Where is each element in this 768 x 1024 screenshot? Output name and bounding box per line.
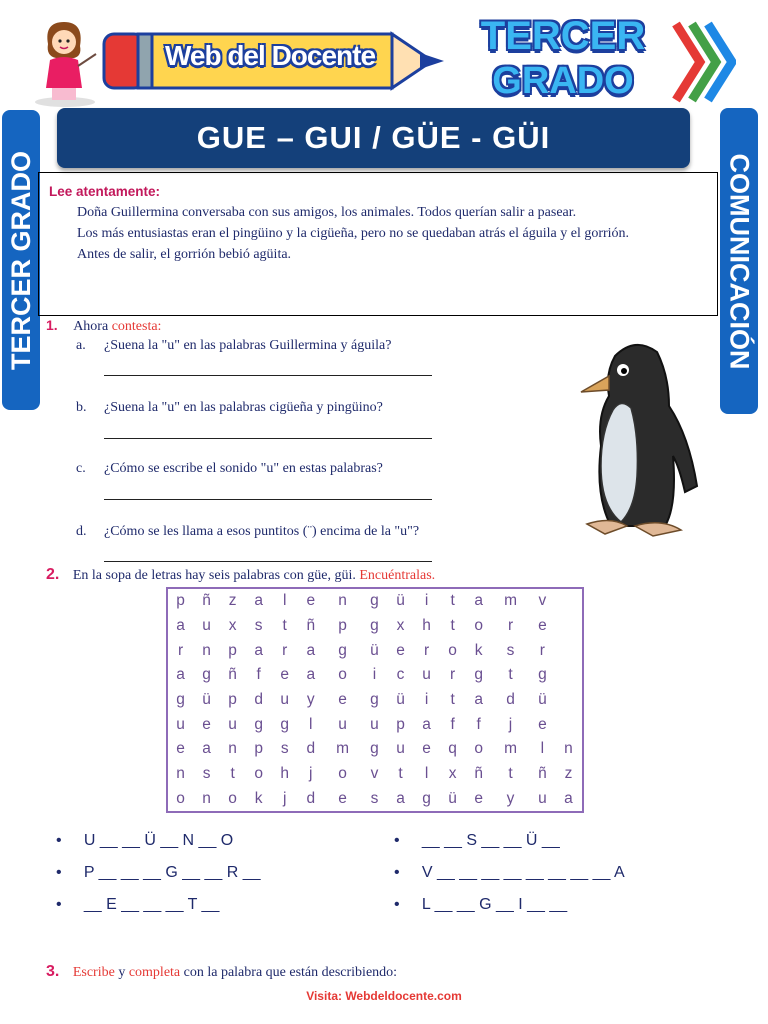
word-search-letter[interactable]: m: [504, 740, 518, 758]
word-search-letter[interactable]: t: [230, 764, 236, 782]
question-3: [46, 963, 397, 981]
word-search-letter[interactable]: s: [254, 616, 264, 634]
word-search-letter[interactable]: d: [254, 690, 264, 708]
grado-line-2: GRADO: [492, 60, 634, 102]
word-search-letter[interactable]: r: [282, 641, 289, 659]
word-search-letter[interactable]: c: [396, 666, 406, 684]
answer-line[interactable]: [104, 560, 432, 562]
question-number: 3.: [46, 963, 60, 980]
word-search-letter[interactable]: d: [306, 740, 317, 758]
logo-text: Web del Docente: [164, 40, 376, 71]
word-search-letter[interactable]: ü: [448, 789, 458, 807]
item-letter: a.: [76, 338, 86, 353]
word-search-letter[interactable]: v: [370, 764, 380, 782]
word-search-letter[interactable]: k: [474, 641, 484, 659]
word-search-letter[interactable]: ñ: [474, 764, 484, 782]
word-search-letter[interactable]: i: [424, 592, 430, 610]
word-search-letter[interactable]: n: [176, 764, 186, 782]
word-search-letter[interactable]: r: [539, 641, 546, 659]
word-search-letter[interactable]: q: [448, 740, 458, 758]
reading-paragraph: Doña Guillermina conversaba con sus amigos, los animales. Todos querían salir a pasear.: [77, 205, 577, 220]
word-search-letter[interactable]: g: [370, 592, 380, 610]
word-search-letter[interactable]: t: [450, 690, 456, 708]
word-search-letter[interactable]: f: [476, 715, 482, 733]
word-search-row: [168, 589, 582, 614]
answer-line[interactable]: [104, 437, 432, 439]
word-search-letter[interactable]: e: [474, 789, 484, 807]
answer-line[interactable]: [104, 374, 432, 376]
word-search-letter[interactable]: t: [450, 616, 456, 634]
word-search-letter[interactable]: n: [338, 592, 348, 610]
right-band-comunicacion: COMUNICACIÓN: [720, 108, 758, 414]
word-search-letter[interactable]: ü: [538, 690, 548, 708]
question-highlight: Encuéntralas.: [359, 568, 436, 583]
word-search-letter[interactable]: j: [508, 715, 514, 733]
blank-word[interactable]: • __ __ S __ __ Ü __: [394, 832, 560, 849]
item-text: ¿Cómo se les llama a esos puntitos (¨) encima de la "u"?: [104, 524, 420, 539]
blank-word[interactable]: • V __ __ __ __ __ __ __ __ A: [394, 864, 625, 881]
word-search-letter[interactable]: p: [254, 740, 264, 758]
word-search-letter[interactable]: f: [256, 666, 262, 684]
word-search-letter[interactable]: u: [280, 690, 291, 708]
word-search-letter[interactable]: a: [254, 641, 264, 659]
word-search-letter[interactable]: x: [396, 616, 406, 634]
word-search-letter[interactable]: e: [538, 616, 548, 634]
word-search-letter[interactable]: u: [396, 740, 406, 758]
word-search-row: [168, 762, 582, 787]
word-search-letter[interactable]: y: [506, 789, 516, 807]
question-1: [46, 317, 161, 335]
reading-paragraph: Antes de salir, el gorrión bebió agüita.: [77, 247, 292, 262]
blank-word[interactable]: • U __ __ Ü __ N __ O: [56, 832, 234, 849]
word-search-letter[interactable]: e: [338, 789, 348, 807]
item-letter: c.: [76, 461, 86, 476]
word-search-letter[interactable]: u: [176, 715, 186, 733]
word-search-letter[interactable]: u: [422, 666, 432, 684]
word-search-letter[interactable]: ü: [370, 641, 380, 659]
word-search-letter[interactable]: i: [372, 666, 378, 684]
word-search-letter[interactable]: n: [564, 740, 574, 758]
question-2: [46, 566, 435, 584]
word-search-letter[interactable]: f: [450, 715, 456, 733]
word-search-letter[interactable]: t: [398, 764, 404, 782]
word-search-letter[interactable]: z: [564, 764, 574, 782]
word-search-letter[interactable]: a: [254, 592, 264, 610]
question-number: 2.: [46, 566, 60, 583]
word-search-letter[interactable]: ü: [396, 592, 406, 610]
penguin-illustration: [565, 336, 705, 542]
item-text: ¿Suena la "u" en las palabras Guillermina y águila?: [104, 338, 392, 353]
word-search-letter[interactable]: e: [396, 641, 406, 659]
word-search-letter[interactable]: g: [538, 666, 548, 684]
word-search-row: [168, 614, 582, 639]
word-search-letter[interactable]: l: [540, 740, 546, 758]
word-search-letter[interactable]: o: [254, 764, 264, 782]
word-search-letter[interactable]: p: [228, 641, 238, 659]
word-search-letter[interactable]: a: [306, 641, 317, 659]
word-search-letter[interactable]: a: [422, 715, 432, 733]
word-search-letter[interactable]: ñ: [538, 764, 548, 782]
word-search-letter[interactable]: p: [338, 616, 348, 634]
word-search-letter[interactable]: r: [507, 616, 515, 634]
left-band-tercer-grado: TERCER GRADO: [2, 110, 40, 410]
word-search-grid: [166, 587, 584, 813]
word-search-letter[interactable]: u: [228, 715, 238, 733]
word-search-letter[interactable]: g: [370, 690, 380, 708]
word-search-letter[interactable]: a: [564, 789, 574, 807]
word-search-letter[interactable]: o: [474, 740, 484, 758]
word-search-letter[interactable]: o: [474, 616, 484, 634]
word-search-letter[interactable]: e: [202, 715, 212, 733]
page-title: GUE – GUI / GÜE - GÜI: [57, 108, 690, 168]
word-search-letter[interactable]: v: [538, 592, 548, 610]
word-search-letter[interactable]: g: [176, 690, 186, 708]
word-search-letter[interactable]: r: [177, 641, 185, 659]
word-search-letter[interactable]: s: [506, 641, 516, 659]
word-search-letter[interactable]: g: [370, 740, 380, 758]
word-search-row: [168, 712, 582, 737]
item-letter: b.: [76, 400, 87, 415]
word-search-letter[interactable]: o: [176, 789, 186, 807]
word-search-letter[interactable]: j: [309, 764, 314, 782]
word-search-letter[interactable]: e: [176, 740, 186, 758]
word-search-letter[interactable]: a: [202, 740, 212, 758]
question-1a: [76, 338, 392, 354]
word-search-letter[interactable]: t: [508, 764, 514, 782]
word-search-letter[interactable]: ü: [396, 690, 406, 708]
word-search-letter[interactable]: g: [338, 641, 348, 659]
word-search-letter[interactable]: t: [450, 592, 456, 610]
word-search-letter[interactable]: e: [538, 715, 548, 733]
word-search-letter[interactable]: d: [306, 789, 317, 807]
blanks-left-column: [56, 832, 261, 928]
word-search-letter[interactable]: e: [306, 592, 317, 610]
grado-line-1: TERCER: [480, 14, 646, 58]
blank-word[interactable]: • P __ __ __ G __ __ R __: [56, 864, 261, 881]
word-search-letter[interactable]: j: [282, 789, 288, 807]
reading-label: Lee atentamente:: [49, 184, 161, 199]
word-search-letter[interactable]: l: [282, 592, 288, 610]
word-search-letter[interactable]: u: [202, 616, 212, 634]
word-search-letter[interactable]: a: [474, 592, 484, 610]
word-search-letter[interactable]: o: [338, 764, 348, 782]
word-search-letter[interactable]: x: [448, 764, 458, 782]
word-search-letter[interactable]: d: [506, 690, 516, 708]
word-search-letter[interactable]: a: [176, 666, 186, 684]
question-text: Ahora: [73, 319, 109, 334]
word-search-letter[interactable]: e: [280, 666, 291, 684]
item-text: ¿Cómo se escribe el sonido "u" en estas palabras?: [104, 461, 383, 476]
blank-word[interactable]: • __ E __ __ __ T __: [56, 896, 220, 913]
item-letter: d.: [76, 524, 87, 539]
question-highlight: Escribe: [72, 965, 115, 980]
blank-word[interactable]: • L __ __ G __ I __ __: [394, 896, 568, 913]
word-search-letter[interactable]: r: [423, 641, 431, 659]
word-search-letter[interactable]: s: [202, 764, 212, 782]
word-search-letter[interactable]: a: [396, 789, 406, 807]
word-search-letter[interactable]: l: [309, 715, 314, 733]
question-text: En la sopa de letras hay seis palabras con güe, güi.: [72, 568, 356, 583]
question-text: con la palabra que están describiendo:: [183, 965, 398, 980]
word-search-row: [168, 663, 582, 688]
word-search-letter[interactable]: p: [396, 715, 406, 733]
word-search-letter[interactable]: m: [504, 592, 518, 610]
word-search-letter[interactable]: g: [280, 715, 291, 733]
word-search-letter[interactable]: s: [370, 789, 380, 807]
question-highlight: completa: [128, 965, 181, 980]
word-search-letter[interactable]: o: [228, 789, 238, 807]
word-search-letter[interactable]: g: [422, 789, 432, 807]
question-text: y: [118, 965, 126, 980]
word-search-letter[interactable]: g: [202, 666, 212, 684]
word-search-letter[interactable]: u: [370, 715, 380, 733]
word-search-letter[interactable]: a: [306, 666, 317, 684]
word-search-letter[interactable]: ü: [202, 690, 212, 708]
word-search-letter[interactable]: g: [254, 715, 264, 733]
teacher-illustration: [30, 16, 100, 108]
question-1d: [76, 524, 420, 540]
word-search-letter[interactable]: a: [474, 690, 484, 708]
word-search-letter[interactable]: h: [280, 764, 291, 782]
question-number: 1.: [46, 317, 58, 333]
reading-paragraph: Los más entusiastas eran el pingüino y la cigüeña, pero no se quedaban atrás el águila y el gorrión.: [77, 226, 630, 241]
word-search-letter[interactable]: r: [450, 666, 457, 684]
answer-line[interactable]: [104, 498, 432, 500]
word-search-letter[interactable]: g: [370, 616, 380, 634]
question-1b: [76, 400, 383, 416]
word-search-letter[interactable]: n: [202, 789, 212, 807]
item-text: ¿Suena la "u" en las palabras cigüeña y pingüino?: [104, 400, 383, 415]
word-search-row: [168, 688, 582, 713]
word-search-letter[interactable]: u: [338, 715, 348, 733]
word-search-letter[interactable]: ñ: [202, 592, 212, 610]
word-search-letter[interactable]: x: [228, 616, 238, 634]
word-search-letter[interactable]: s: [280, 740, 290, 758]
reading-box: [38, 172, 718, 316]
word-search-letter[interactable]: h: [422, 616, 432, 634]
word-search-letter[interactable]: p: [176, 592, 186, 610]
word-search-letter[interactable]: k: [254, 789, 264, 807]
question-highlight: contesta:: [111, 319, 162, 334]
word-search-letter[interactable]: ñ: [306, 616, 317, 634]
word-search-letter[interactable]: o: [448, 641, 458, 659]
word-search-letter[interactable]: i: [424, 690, 430, 708]
word-search-letter[interactable]: z: [228, 592, 238, 610]
footer-link[interactable]: Visita: Webdeldocente.com: [306, 989, 462, 1003]
word-search-letter[interactable]: u: [538, 789, 548, 807]
grado-badge: [458, 14, 668, 106]
word-search-letter[interactable]: t: [508, 666, 514, 684]
word-search-row: [168, 737, 582, 762]
word-search-letter[interactable]: n: [228, 740, 238, 758]
word-search-letter[interactable]: ñ: [228, 666, 238, 684]
word-search-letter[interactable]: g: [474, 666, 484, 684]
word-search-letter[interactable]: n: [202, 641, 212, 659]
chevron-arrows-icon: [672, 20, 736, 104]
word-search-letter[interactable]: o: [338, 666, 348, 684]
word-search-letter[interactable]: y: [306, 690, 316, 708]
blanks-right-column: [394, 832, 625, 928]
question-1c: [76, 461, 383, 477]
word-search-letter[interactable]: t: [282, 616, 288, 634]
word-search-letter[interactable]: a: [176, 616, 186, 634]
word-search-letter[interactable]: e: [338, 690, 348, 708]
word-search-letter[interactable]: p: [228, 690, 238, 708]
word-search-row: [168, 786, 582, 811]
word-search-letter[interactable]: e: [422, 740, 432, 758]
word-search-letter[interactable]: l: [424, 764, 430, 782]
word-search-row: [168, 638, 582, 663]
word-search-letter[interactable]: m: [336, 740, 351, 758]
